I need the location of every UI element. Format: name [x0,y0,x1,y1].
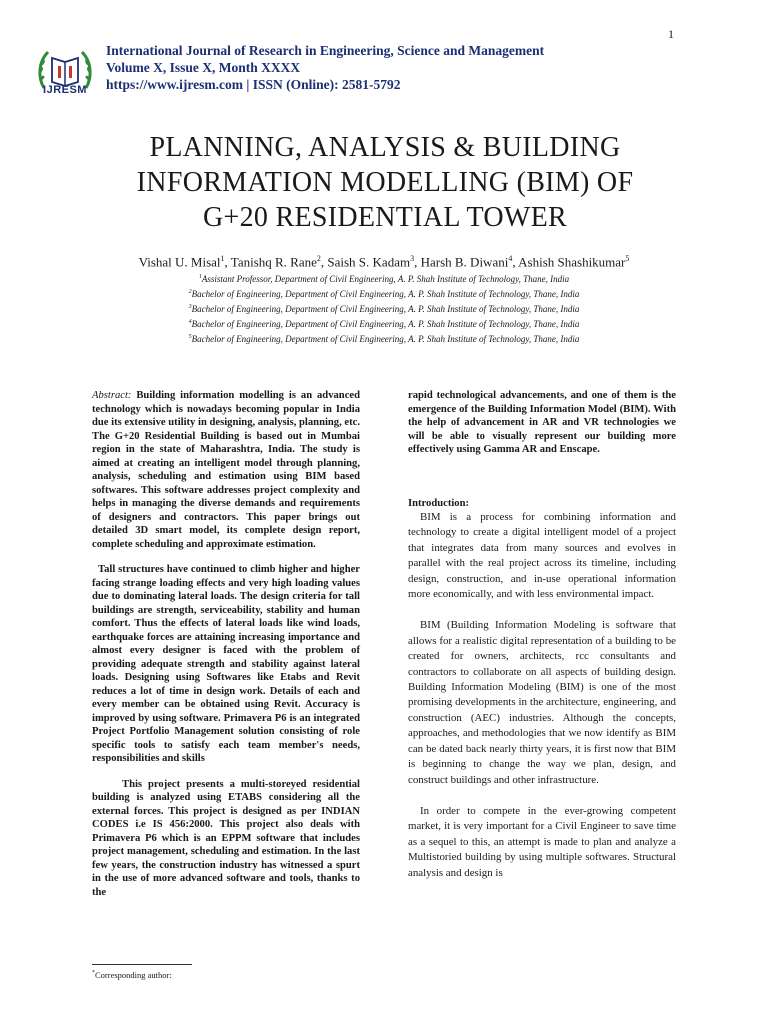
affiliation-item [0,316,768,331]
author-sep: , [512,254,519,270]
left-column [92,389,360,899]
affiliation-sup: 4 [188,319,192,325]
author-name: Saish S. Kadam [327,254,411,270]
title-line: G+20 RESIDENTIAL TOWER [202,202,568,233]
journal-url-issn[interactable]: https://www.ijresm.com | ISSN (Online): 2581-5792 [106,77,401,92]
journal-logo-text: IJRESM [43,84,87,96]
affiliation-item [0,286,768,301]
abstract-paragraph: This project presents a multi-storeyed residential building is analyzed using ETABS considering all the external forces. This project is designed as per INDIAN CODES i.e IS 456:2000. This project also deals with Primavera P6 which is an EPPM software that includes project management, scheduling and estimation. In the last few years, the construction industry has witnessed a spurt in the use of more advanced software and tools, thanks to the [92,778,360,898]
author-sep: , [320,254,328,270]
author-name: Vishal U. Misal [138,254,221,270]
affiliation-text: Bachelor of Engineering, Department of Civil Engineering, A. P. Shah Institute of Technology, Thane, India [191,289,580,299]
author-name: Harsh B. Diwani [420,254,509,270]
journal-name: International Journal of Research in Engineering, Science and Management [106,43,545,58]
affiliation-item [0,331,768,346]
title-line: PLANNING, ANALYSIS & BUILDING [149,132,621,163]
introduction-paragraph: BIM is a process for combining information and technology to create a digital intelligent model of a project that integrates data from many sources and evolves in parallel with the real project across its timeline, including design, construction, and in-use operational information more economically, and with less environmental impact. [408,511,676,601]
footnote-divider [92,964,192,965]
author-sup: 1 [220,254,225,263]
author-list [0,254,768,270]
author-sup: 2 [316,254,321,263]
introduction-paragraph: In order to compete in the ever-growing competent market, it is very important for a Civil Engineer to save time as a sequel to this, an attempt is made to plan and analyze a Multistoried building by using multiple softwares. Structural analysis and design is [408,804,676,879]
paper-title [60,130,710,235]
author-sup: 4 [508,254,513,263]
affiliation-text: Bachelor of Engineering, Department of Civil Engineering, A. P. Shah Institute of Technology, Thane, India [191,334,580,344]
author-sep: , [224,254,231,270]
affiliation-list [0,271,768,346]
abstract-label: Abstract: [92,390,132,401]
footnote-sup: * [92,970,95,977]
page-number: 1 [668,27,674,41]
footnote-text: Corresponding author: [95,970,172,980]
affiliation-text: Bachelor of Engineering, Department of Civil Engineering, A. P. Shah Institute of Technology, Thane, India [191,304,580,314]
affiliation-sup: 3 [188,304,192,310]
abstract-paragraph-continued: rapid technological advancements, and one of them is the emergence of the Building Information Model (BIM). With the help of advancement in AR and VR technologies we will be able to visually represent our building more effectively using Gamma AR and Enscape. [408,390,676,455]
right-column [408,389,676,881]
author-sup: 3 [410,254,415,263]
abstract-paragraph: Tall structures have continued to climb higher and higher facing strange loading effects and very high loading values due to dominating lateral loads. The design criteria for tall buildings are strength, serviceability, stability and human comfort. Thus the effects of lateral loads like wind loads, earthquake forces are attaining increasing importance and almost every designer is faced with the problem of providing adequate strength and stability against lateral loads. Designing using Softwares like Etabs and Revit reduces a lot of time in design work. Details of each and every member can be obtained using Revit. Accuracy is improved by using software. Primavera P6 is an integrated Project Portfolio Management solution consisting of role specific tools to satisfy each team member's needs, responsibilities and skills [92,564,360,764]
abstract-text: Building information modelling is an advanced technology which is nowadays becoming popular in India due its extensive utility in designing, analysis, planning, etc. The G+20 Residential Building is based out in Mumbai region in the state of Maharashtra, India. The study is aimed at creating an intelligent model through planning, analysis, scheduling and estimation using BIM based softwares. This software addresses project complexity and helps in managing the diverse demands and requirements of designers and contractors. This paper brings out detailed 3D smart model, its complete design report, complete scheduling and approximate estimation. [92,390,360,550]
author-sup: 5 [625,254,630,263]
footnote [92,970,172,980]
author-sep: , [414,254,421,270]
journal-header [106,42,544,93]
affiliation-sup: 1 [198,274,202,280]
affiliation-text: Bachelor of Engineering, Department of Civil Engineering, A. P. Shah Institute of Technology, Thane, India [191,319,580,329]
affiliation-text: Assistant Professor, Department of Civil Engineering, A. P. Shah Institute of Technology, Thane, India [201,274,570,284]
affiliation-item [0,301,768,316]
journal-volume: Volume X, Issue X, Month XXXX [106,60,301,75]
author-name: Tanishq R. Rane [230,254,317,270]
title-line: INFORMATION MODELLING (BIM) OF [136,167,634,198]
affiliation-sup: 5 [188,334,192,340]
introduction-heading: Introduction: [408,497,470,509]
abstract-paragraph [92,389,360,551]
affiliation-sup: 2 [188,289,192,295]
author-name: Ashish Shashikumar [518,254,626,270]
affiliation-item [0,271,768,286]
introduction-paragraph: BIM (Building Information Modeling is software that allows for a realistic digital representation of a building to be created for owners, architects, rcc consultants and contractors to collaborate on all aspects of building design. Building Information Modeling (BIM) is one of the most promising developments in the architecture, engineering, and construction (AEC) industries. Although the concepts, approaches, and methodologies that we now identify as BIM can be dated back nearly thirty years, it is first now that BIM is beginning to change the way we plan, design, and construct buildings and other infrastructure. [408,619,676,786]
